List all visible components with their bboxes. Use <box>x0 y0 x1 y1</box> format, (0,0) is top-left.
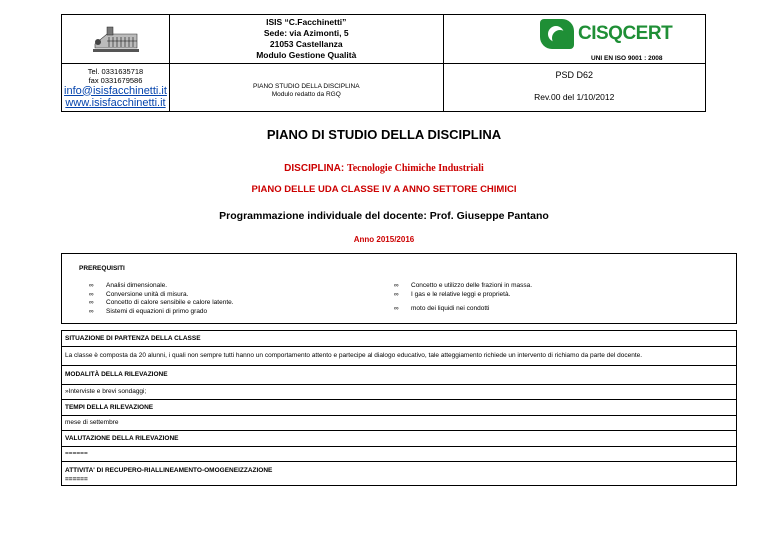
survey-evaluation-text: ====== <box>62 446 737 462</box>
survey-time-heading: TEMPI DELLA RILEVAZIONE <box>62 400 737 416</box>
website-link[interactable]: www.isisfacchinetti.it <box>65 96 166 109</box>
doc-type-cell <box>169 64 443 112</box>
survey-time-text: mese di settembre <box>62 415 737 431</box>
list-item: ∞ I gas e le relative leggi e proprietà. <box>394 291 532 300</box>
cert-standard: UNI EN ISO 9001 : 2008 <box>591 55 663 62</box>
survey-mode-heading: MODALITÀ DELLA RILEVAZIONE <box>62 365 737 384</box>
discipline-label: DISCIPLINA: <box>284 163 347 174</box>
survey-evaluation-heading: VALUTAZIONE DELLA RILEVAZIONE <box>62 431 737 447</box>
recovery-activity-heading: ATTIVITA' DI RECUPERO-RIALLINEAMENTO-OMOGENEIZZAZIONE <box>62 462 737 476</box>
list-item: ∞ moto dei liquidi nei condotti <box>394 305 532 314</box>
email-link[interactable]: info@isisfacchinetti.it <box>64 84 167 97</box>
prerequisites-list-right <box>394 282 532 314</box>
school-address: Sede: via Azimonti, 5 <box>263 28 349 38</box>
prerequisites-heading: PREREQUISITI <box>79 265 125 272</box>
doc-subtitle-small: Modulo redatto da RGQ <box>271 90 341 98</box>
situation-text: La classe è composta da 20 alunni, i quali non sempre tutti hanno un comportamento attento e partecipe al dialogo educativo, tale atteggiamento richiede un intervento di richiamo da parte del docente. <box>62 346 737 365</box>
prerequisites-box <box>61 253 737 324</box>
list-item: ∞ Analisi dimensionale. <box>89 282 234 291</box>
school-year: Anno 2015/2016 <box>353 235 415 244</box>
school-city: 21053 Castellanza <box>269 39 343 49</box>
recovery-activity-text: ====== <box>62 475 737 485</box>
discipline-value: Tecnologie Chimiche Industriali <box>346 163 484 174</box>
doc-code-cell <box>443 64 705 112</box>
page-title: PIANO DI STUDIO DELLA DISCIPLINA <box>266 127 502 142</box>
fax: fax 0331679586 <box>88 75 143 85</box>
doc-title-small: PIANO STUDIO DELLA DISCIPLINA <box>252 82 360 90</box>
survey-mode-text: »Interviste e brevi sondaggi; <box>62 384 737 400</box>
discipline-line <box>0 163 768 174</box>
list-item: ∞ Sistemi di equazioni di primo grado <box>89 308 234 317</box>
tel: Tel. 0331635718 <box>87 66 144 76</box>
teacher-line: Programmazione individuale del docente: Prof. Giuseppe Pantano <box>219 210 549 222</box>
starting-situation-table <box>61 330 737 486</box>
school-info-cell <box>169 15 443 64</box>
list-item: ∞ Concetto e utilizzo delle frazioni in massa. <box>394 282 532 291</box>
situation-heading: SITUAZIONE DI PARTENZA DELLA CLASSE <box>62 331 737 347</box>
list-item: ∞ Conversione unità di misura. <box>89 291 234 300</box>
quality-module: Modulo Gestione Qualità <box>256 50 357 60</box>
contact-cell <box>62 64 170 112</box>
cisqcert-logo <box>540 17 695 49</box>
cisqcert-mark-icon <box>540 19 574 49</box>
prerequisites-list-left <box>89 282 234 316</box>
uda-title: PIANO DELLE UDA CLASSE IV A ANNO SETTORE CHIMICI <box>251 184 517 195</box>
school-building-image <box>93 22 139 54</box>
list-item: ∞ Concetto di calore sensibile e calore latente. <box>89 299 234 308</box>
doc-code: PSD D62 <box>555 70 594 80</box>
school-name: ISIS “C.Facchinetti” <box>266 17 347 27</box>
cisqcert-logo-text: CISQCERT <box>578 23 673 44</box>
revision: Rev.00 del 1/10/2012 <box>534 92 615 102</box>
